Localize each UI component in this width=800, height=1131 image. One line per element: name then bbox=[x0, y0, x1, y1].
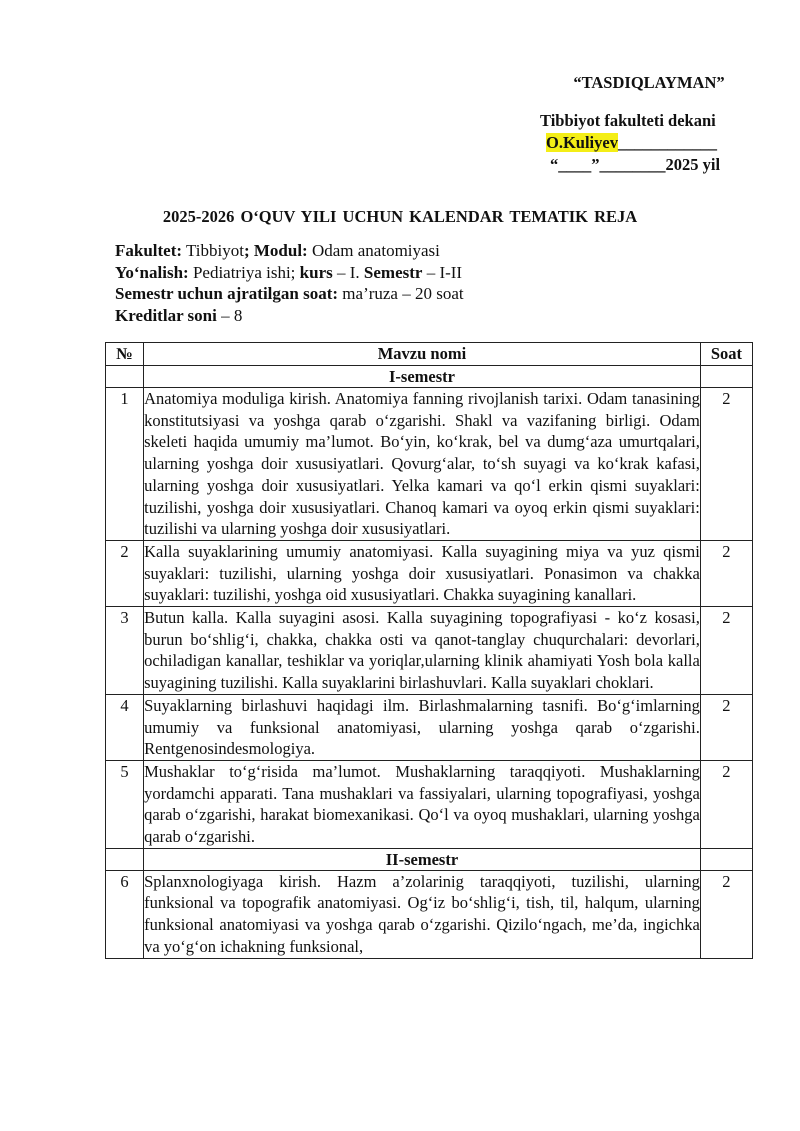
credits-value: – 8 bbox=[216, 305, 243, 325]
meta-hours-line bbox=[115, 283, 464, 305]
direction-value: Pediatriya ishi; bbox=[188, 262, 300, 282]
document-title: 2025-2026 O‘QUV YILI UCHUN KALENDAR TEMATIK REJA bbox=[162, 207, 638, 226]
row-hours: 2 bbox=[700, 760, 752, 848]
row-hours: 2 bbox=[700, 388, 752, 541]
module-value: Odam anatomiyasi bbox=[307, 241, 440, 260]
meta-direction-line bbox=[115, 262, 464, 284]
faculty-label: Fakultet: bbox=[115, 241, 183, 260]
semester-2-label: II-semestr bbox=[144, 848, 701, 870]
table-row bbox=[106, 388, 753, 541]
thematic-plan-table bbox=[105, 342, 753, 959]
course-label: kurs bbox=[299, 262, 333, 282]
module-label: ; Modul: bbox=[243, 241, 308, 260]
row-number: 1 bbox=[106, 388, 144, 541]
meta-faculty-line bbox=[115, 240, 464, 262]
table-row bbox=[106, 760, 753, 848]
row-topic: Anatomiya moduliga kirish. Anatomiya fanning rivojlanish tarixi. Odam tanasining konstitutsiyasi va yoshga qarab o‘zgarishi. Shakl va vazifaning birligi. Odam skeleti haqida umumiy ma’lumot. Bo‘yin, ko‘krak, bel va dumg‘aza umurtqalari, ularning yoshga doir xususiyatlari. Qovurg‘alar, to‘sh suyagi va ko‘krak kafasi, ularning yoshga doir xususiyatlari. Yelka kamari va qo‘l erkin qismi suyaklari: tuzilishi, yoshga doir xususiyatlari. Chanoq kamari va oyoq erkin qismi suyaklari: tuzilishi va ularning yoshga doir xususiyatlari. bbox=[144, 388, 701, 541]
semester-row bbox=[106, 848, 753, 870]
table-row bbox=[106, 607, 753, 695]
row-number: 6 bbox=[106, 870, 144, 958]
row-number: 2 bbox=[106, 540, 144, 606]
semester-1-label: I-semestr bbox=[144, 366, 701, 388]
meta-credits-line bbox=[115, 305, 464, 327]
row-hours: 2 bbox=[700, 540, 752, 606]
row-topic: Mushaklar to‘g‘risida ma’lumot. Mushaklarning taraqqiyoti. Mushaklarning yordamchi apparati. Tana mushaklari va fassiyalari, ularning topografiyasi, yoshga qarab o‘zgarishi, harakat biomexanikasi. Qo‘l va oyoq mushaklari, ularning yoshga qarab o‘zgarishi. bbox=[144, 760, 701, 848]
row-topic: Kalla suyaklarining umumiy anatomiyasi. Kalla suyagining miya va yuz qismi suyaklari: tuzilishi, ularning yoshga doir xususiyatlari. Ponasimon va chakka suyaklari: tuzilishi, yoshga oid xususiyatlari. Chakka suyagining kanallari. bbox=[144, 540, 701, 606]
header-topic: Mavzu nomi bbox=[144, 343, 701, 366]
row-hours: 2 bbox=[700, 607, 752, 695]
row-number: 4 bbox=[106, 694, 144, 760]
row-topic: Butun kalla. Kalla suyagini asosi. Kalla suyagining topografiyasi - ko‘z kosasi, burun bo‘shlig‘i, chakka, chakka osti va qanot-tanglay chuqurchalari: devorlari, ochiladigan kanallar, teshiklar va yoriqlar,ularning klinik ahamiyati Yosh bola kalla suyagining tuzilishi. Kalla suyaklarini birlashuvlari. Kalla suyaklari choklari. bbox=[144, 607, 701, 695]
dean-position: Tibbiyot fakulteti dekani bbox=[540, 111, 716, 130]
meta-block bbox=[115, 240, 464, 326]
row-number: 5 bbox=[106, 760, 144, 848]
direction-label: Yo‘nalish: bbox=[115, 262, 189, 282]
hours-value: ma’ruza – 20 soat bbox=[338, 284, 464, 303]
row-hours: 2 bbox=[700, 694, 752, 760]
semester-row bbox=[106, 366, 753, 388]
table-header-row bbox=[106, 343, 753, 366]
dean-name: O.Kuliyev bbox=[546, 133, 618, 152]
row-topic: Splanxnologiyaga kirish. Hazm a’zolarinig taraqqiyoti, tuzilishi, ularning funksional va topografik anatomiyasi. Og‘iz bo‘shlig‘i, tish, til, halqum, ularning funksional anatomiyasi va yoshga qarab o‘zgarishi. Qizilo‘ngach, me’da, ingichka va yo‘g‘on ichakning funksional, bbox=[144, 870, 701, 958]
header-hours: Soat bbox=[700, 343, 752, 366]
table-row bbox=[106, 870, 753, 958]
approval-date-line: “____”________2025 yil bbox=[550, 155, 721, 174]
header-number: № bbox=[106, 343, 144, 366]
hours-label: Semestr uchun ajratilgan soat: bbox=[115, 284, 339, 303]
table-row bbox=[106, 694, 753, 760]
signature-blank: ____________ bbox=[617, 133, 717, 152]
semester-label: Semestr bbox=[363, 262, 423, 282]
faculty-value: Tibbiyot bbox=[182, 241, 244, 260]
approval-stamp: “TASDIQLAYMAN” bbox=[573, 73, 725, 92]
row-hours: 2 bbox=[700, 870, 752, 958]
credits-label: Kreditlar soni bbox=[115, 305, 217, 325]
semester-value: – I-II bbox=[422, 262, 463, 282]
approval-block bbox=[540, 72, 750, 176]
course-value: – I. bbox=[332, 262, 364, 282]
signature-line bbox=[540, 132, 750, 154]
row-topic: Suyaklarning birlashuvi haqidagi ilm. Birlashmalarning tasnifi. Bo‘g‘imlarning umumiy va funksional anatomiyasi, ularning yoshga qarab o‘zgarishi. Rentgenosindesmologiya. bbox=[144, 694, 701, 760]
row-number: 3 bbox=[106, 607, 144, 695]
table-row bbox=[106, 540, 753, 606]
